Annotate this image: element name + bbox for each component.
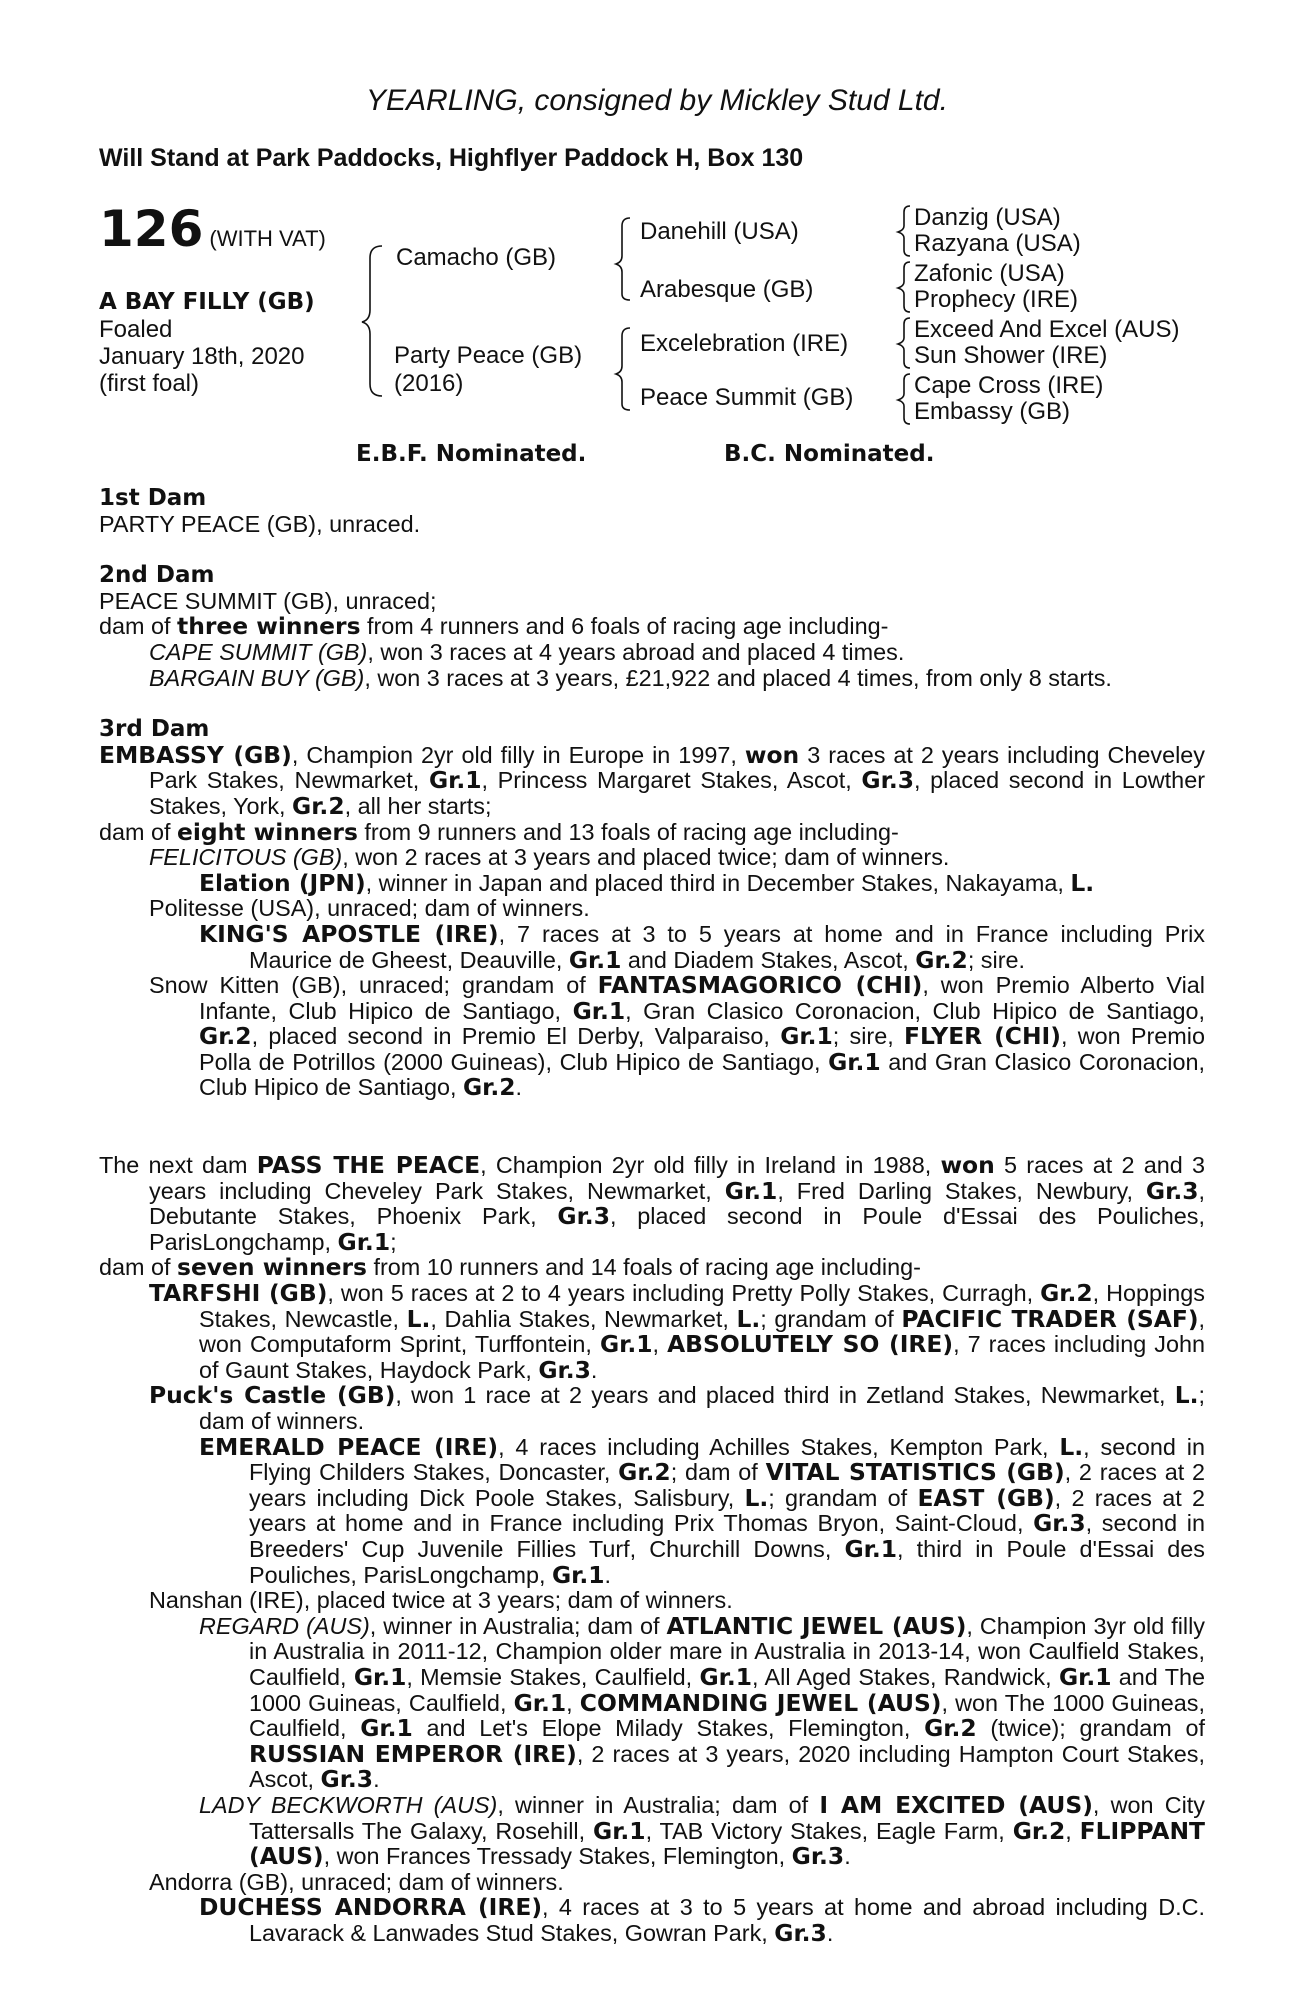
ancestor-sun-shower: Sun Shower (IRE) xyxy=(914,342,1108,369)
second-dam-heading: 2nd Dam xyxy=(99,562,215,589)
bold-run: FANTASMAGORICO (CHI) xyxy=(597,971,923,1000)
text-run: , xyxy=(1065,1817,1080,1844)
sire-name: Camacho (GB) xyxy=(396,244,557,271)
embassy-produce-line xyxy=(99,817,1205,846)
bold-run: PASS THE PEACE xyxy=(256,1151,481,1180)
text-run: , 7 races including John of Gaunt Stakes, Haydock Park, xyxy=(199,1331,1205,1383)
third-dam-heading: 3rd Dam xyxy=(99,716,210,743)
text-run: , Dahlia Stakes, Newmarket, xyxy=(430,1305,737,1332)
text-run: , second in Flying Childers Stakes, Doncaster, xyxy=(249,1433,1205,1486)
text-run: dam of xyxy=(99,1254,178,1281)
bracket-arabesque xyxy=(898,262,910,312)
bold-run: I AM EXCITED (AUS) xyxy=(819,1790,1093,1819)
bold-run: Gr.3 xyxy=(791,1842,845,1871)
sire-sire: Danehill (USA) xyxy=(640,218,799,245)
text-run: , Champion 2yr old filly in Ireland in 1988, xyxy=(480,1152,941,1179)
bold-run: DUCHESS ANDORRA (IRE) xyxy=(199,1893,543,1922)
text-run: , winner in Australia; dam of xyxy=(497,1791,820,1818)
bracket-sire-dam xyxy=(362,246,382,396)
text-run: and Let's Elope Milady Stakes, Flemington, xyxy=(412,1715,925,1742)
text-run: . xyxy=(515,1074,523,1101)
text-run: , winner in Australia; dam of xyxy=(369,1612,667,1639)
bold-run: Gr.3 xyxy=(774,1918,827,1947)
text-run: ; grandam of xyxy=(768,1484,918,1511)
bold-run: Gr.3 xyxy=(861,766,914,795)
produce-pucks-castle xyxy=(99,1383,1205,1434)
produce-nanshan xyxy=(99,1588,1205,1614)
bc-nominated: B.C. Nominated. xyxy=(724,441,935,467)
second-dam-section xyxy=(99,563,1205,691)
bold-run: L. xyxy=(1059,1432,1084,1461)
text-run: , 2 races at 2 years including Dick Poole Stakes, Salisbury, xyxy=(249,1459,1205,1511)
second-dam-produce-line: dam of three winners from 4 runners and 6 foals of racing age including- xyxy=(99,612,889,641)
bold-run: Gr.1 xyxy=(593,1816,646,1845)
text-run: , 7 races at 3 to 5 years at home and in France including Prix Maurice de Gheest, Deauville, xyxy=(249,920,1205,973)
bold-run: Gr.2 xyxy=(292,791,345,820)
bold-run: Gr.1 xyxy=(360,1714,413,1743)
bold-run: Gr.1 xyxy=(551,1560,605,1589)
bold-run: Gr.2 xyxy=(199,1022,252,1051)
text-run: and Diadem Stakes, Ascot, xyxy=(621,946,916,973)
text-run: , 4 races at 3 to 5 years at home and abroad including D.C. Lavarack & Lanwades Stud Stakes, Gowran Park, xyxy=(249,1894,1205,1946)
text-run: , winner in Japan and placed third in December Stakes, Nakayama, xyxy=(365,869,1071,896)
text-run: , won Computaform Sprint, Turffontein, xyxy=(199,1305,1206,1358)
produce-politesse xyxy=(99,896,1205,922)
text-run: ; dam of winners. xyxy=(199,1382,1206,1434)
text-run: dam of xyxy=(99,818,178,845)
text-run: , won Premio Alberto Vial Infante, Club Hipico de Santiago, xyxy=(199,972,1205,1024)
text-run: , won Frances Tressady Stakes, Flemington, xyxy=(323,1843,792,1870)
produce-emerald-peace xyxy=(99,1432,1206,1589)
ancestor-zafonic: Zafonic (USA) xyxy=(914,260,1065,287)
text-run: , TAB Victory Stakes, Eagle Farm, xyxy=(645,1817,1013,1844)
text-run: , won 5 races at 2 to 4 years including Pretty Polly Stakes, Curragh, xyxy=(327,1280,1041,1307)
pass-the-peace-entry xyxy=(99,1153,1205,1255)
text-run: ; grandam of xyxy=(760,1305,902,1332)
text-run: , won The 1000 Guineas, Caulfield, xyxy=(249,1689,1205,1742)
text-run: . xyxy=(590,1356,598,1383)
text-run: , Fred Darling Stakes, Newbury, xyxy=(777,1177,1146,1204)
text-run: . xyxy=(604,1561,612,1588)
lot-title: A BAY FILLY (GB) xyxy=(99,289,315,315)
text-run: 5 races at 2 and 3 years including Cheveley Park Stakes, Newmarket, xyxy=(149,1152,1206,1204)
bold-run: Gr.1 xyxy=(828,1047,881,1076)
third-dam-section xyxy=(99,717,1205,1101)
text-run: , won 1 race at 2 years and placed third in Zetland Stakes, Newmarket, xyxy=(395,1382,1175,1409)
text-run: , placed second in Poule d'Essai des Pouliches, ParisLongchamp, xyxy=(149,1203,1205,1255)
ebf-nominated: E.B.F. Nominated. xyxy=(356,441,587,467)
text-run: , placed second in Lowther Stakes, York, xyxy=(149,767,1205,819)
ancestor-prophecy: Prophecy (IRE) xyxy=(914,286,1079,313)
bold-run: Gr.1 xyxy=(568,945,622,974)
dam-year: (2016) xyxy=(394,370,464,397)
embassy-entry xyxy=(99,740,1205,820)
bold-run: Gr.1 xyxy=(337,1227,391,1256)
produce-felicitous xyxy=(99,845,1205,871)
bold-run: won xyxy=(940,1151,995,1180)
produce-elation xyxy=(99,868,1205,897)
foaled-date: January 18th, 2020 xyxy=(99,343,305,370)
italic-run: LADY BECKWORTH (AUS) xyxy=(199,1791,498,1818)
bold-run: Gr.1 xyxy=(428,766,482,795)
ancestor-razyana: Razyana (USA) xyxy=(914,230,1081,257)
text-run: , won 2 races at 3 years and placed twice; dam of winners. xyxy=(342,844,950,871)
text-run: ; dam of xyxy=(670,1459,766,1486)
text-run: , won Premio Polla de Potrillos (2000 Guineas), Club Hipico de Santiago, xyxy=(199,1023,1205,1075)
bold-run: Gr.3 xyxy=(320,1765,374,1794)
bold-run: Gr.1 xyxy=(699,1662,753,1691)
bold-run: Puck's Castle (GB) xyxy=(149,1381,396,1410)
bold-run: L. xyxy=(1070,868,1095,897)
dam-sire: Excelebration (IRE) xyxy=(640,330,849,357)
foal-note: (first foal) xyxy=(99,370,200,397)
bracket-sire xyxy=(616,218,630,300)
bold-run: EMERALD PEACE (IRE) xyxy=(199,1432,499,1461)
text-run: , Hoppings Stakes, Newcastle, xyxy=(199,1280,1205,1332)
dam-name: Party Peace (GB) xyxy=(394,342,583,369)
text-run: , second in Breeders' Cup Juvenile Fillies Turf, Churchill Downs, xyxy=(249,1510,1205,1562)
bold-run: Gr.2 xyxy=(924,1714,977,1743)
first-dam-text: PARTY PEACE (GB), unraced. xyxy=(99,510,421,537)
produce-duchess-andorra xyxy=(99,1895,1205,1946)
first-dam-section xyxy=(99,486,1205,537)
bold-run: L. xyxy=(1174,1381,1199,1410)
text-run: , won City Tattersalls The Galaxy, Rosehill, xyxy=(249,1791,1205,1844)
bracket-excelebration xyxy=(898,318,910,368)
produce-cape-summit: CAPE SUMMIT (GB), won 3 races at 4 years abroad and placed 4 times. xyxy=(149,638,905,665)
text-run: ; sire. xyxy=(967,946,1025,973)
bold-run: Gr.1 xyxy=(353,1662,407,1691)
text-run: . xyxy=(373,1766,380,1793)
bold-run: VITAL STATISTICS (GB) xyxy=(765,1458,1065,1487)
text-run: , Princess Margaret Stakes, Ascot, xyxy=(481,767,862,794)
bold-run: Gr.2 xyxy=(1040,1279,1093,1308)
text-run: The next dam xyxy=(99,1152,257,1179)
text-run: 3 races at 2 years including Cheveley Park Stakes, Newmarket, xyxy=(149,741,1205,794)
bold-run: Gr.3 xyxy=(538,1355,591,1384)
text-run: and Gran Clasico Coronacion, Club Hipico de Santiago, xyxy=(199,1048,1205,1101)
bold-run: EAST (GB) xyxy=(917,1483,1055,1512)
ancestor-danzig: Danzig (USA) xyxy=(914,204,1061,231)
text-run: , Champion 3yr old filly in Australia in 2011-12, Champion older mare in Australia in 2013-14, won Caulfield Stakes, Caulfield, xyxy=(249,1612,1205,1690)
bold-run: Elation (JPN) xyxy=(199,868,366,897)
text-run: from 10 runners and 14 foals of racing age including- xyxy=(366,1254,921,1281)
bold-run: L. xyxy=(406,1304,431,1333)
sire-dam: Arabesque (GB) xyxy=(640,276,814,303)
ancestor-cape-cross: Cape Cross (IRE) xyxy=(914,372,1104,399)
text-run: , third in Poule d'Essai des Pouliches, ParisLongchamp, xyxy=(249,1535,1205,1588)
bold-run: Gr.1 xyxy=(724,1176,778,1205)
bold-run: Gr.1 xyxy=(1058,1662,1112,1691)
text-run: ; sire, xyxy=(832,1023,905,1050)
bold-run: Gr.2 xyxy=(915,945,968,974)
text-run: (twice); grandam of xyxy=(976,1715,1205,1742)
text-run: , 2 races at 3 years, 2020 including Hampton Court Stakes, Ascot, xyxy=(249,1740,1205,1793)
text-run: , xyxy=(566,1689,580,1716)
vat-note: (WITH VAT) xyxy=(209,226,326,251)
bold-run: Gr.1 xyxy=(780,1022,833,1051)
second-dam-line: PEACE SUMMIT (GB), unraced; xyxy=(99,587,437,614)
lot-number: 126 xyxy=(99,200,204,258)
bold-run: EMBASSY (GB) xyxy=(99,740,292,769)
bracket-dam xyxy=(616,328,630,410)
bold-run: Gr.3 xyxy=(1145,1176,1199,1205)
bold-run: Gr.2 xyxy=(462,1073,516,1102)
bold-run: FLIPPANT (AUS) xyxy=(249,1816,1205,1871)
bold-run: eight winners xyxy=(177,817,358,846)
text-run: , All Aged Stakes, Randwick, xyxy=(752,1663,1059,1690)
bold-run: L. xyxy=(744,1483,769,1512)
bold-run: TARFSHI (GB) xyxy=(149,1279,328,1308)
bold-run: COMMANDING JEWEL (AUS) xyxy=(579,1688,942,1717)
bold-run: won xyxy=(744,740,800,769)
text-run: , 4 races including Achilles Stakes, Kempton Park, xyxy=(498,1433,1060,1460)
bold-run: L. xyxy=(736,1304,761,1333)
bold-run: Gr.2 xyxy=(1012,1816,1066,1845)
bold-run: Gr.1 xyxy=(844,1534,898,1563)
text-run: and The 1000 Guineas, Caulfield, xyxy=(249,1663,1205,1716)
produce-snow-kitten xyxy=(99,973,1205,1101)
text-run: . xyxy=(844,1843,851,1870)
text-run: ; xyxy=(390,1228,397,1255)
bold-run: FLYER (CHI) xyxy=(904,1022,1061,1051)
text-run: , Memsie Stakes, Caulfield, xyxy=(406,1663,700,1690)
produce-tarfshi xyxy=(99,1281,1205,1383)
produce-regard xyxy=(99,1611,1205,1794)
bold-run: ATLANTIC JEWEL (AUS) xyxy=(666,1611,967,1640)
produce-bargain-buy: BARGAIN BUY (GB), won 3 races at 3 years, £21,922 and placed 4 times, from only 8 starts. xyxy=(149,664,1112,691)
text-run: , 2 races at 2 years at home and in France including Prix Thomas Bryon, Saint-Cloud, xyxy=(249,1484,1206,1537)
next-dam-section xyxy=(99,1153,1205,1946)
text-run: , Champion 2yr old filly in Europe in 1997, xyxy=(291,741,745,768)
produce-kings-apostle xyxy=(99,919,1205,974)
text-run: Politesse (USA), unraced; dam of winners. xyxy=(149,895,590,922)
text-run: Nanshan (IRE), placed twice at 3 years; dam of winners. xyxy=(149,1587,733,1614)
text-run: Snow Kitten (GB), unraced; grandam of xyxy=(149,972,598,999)
foaled-label: Foaled xyxy=(99,316,173,343)
bracket-danehill xyxy=(898,206,910,256)
bold-run: ABSOLUTELY SO (IRE) xyxy=(667,1330,954,1359)
text-run: from 9 runners and 13 foals of racing age including- xyxy=(357,818,899,845)
bold-run: KING'S APOSTLE (IRE) xyxy=(199,919,499,948)
bracket-peace-summit xyxy=(898,374,910,424)
bold-run: RUSSIAN EMPEROR (IRE) xyxy=(249,1739,577,1768)
stand-location: Will Stand at Park Paddocks, Highflyer Paddock H, Box 130 xyxy=(99,144,804,172)
bold-run: Gr.1 xyxy=(599,1330,653,1359)
bold-run: Gr.1 xyxy=(513,1688,567,1717)
italic-run: FELICITOUS (GB) xyxy=(149,844,343,871)
text-run: , all her starts; xyxy=(344,792,492,819)
text-run: Andorra (GB), unraced; dam of winners. xyxy=(149,1868,564,1895)
bold-run: PACIFIC TRADER (SAF) xyxy=(901,1304,1199,1333)
bold-run: seven winners xyxy=(177,1253,367,1282)
text-run: , Gran Clasico Coronacion, Club Hipico de Santiago, xyxy=(625,997,1205,1024)
bold-run: Gr.3 xyxy=(557,1202,610,1231)
text-run: , xyxy=(652,1331,668,1358)
produce-lady-beckworth xyxy=(99,1790,1205,1871)
consignment-line: YEARLING, consigned by Mickley Stud Ltd. xyxy=(366,84,948,117)
dam-dam: Peace Summit (GB) xyxy=(640,384,854,411)
bold-run: Gr.1 xyxy=(572,996,626,1025)
ancestor-embassy: Embassy (GB) xyxy=(914,398,1071,425)
pass-the-peace-produce-line xyxy=(99,1255,1205,1281)
text-run: . xyxy=(826,1919,834,1946)
text-run: , Debutante Stakes, Phoenix Park, xyxy=(149,1177,1205,1230)
ancestor-exceed-and-excel: Exceed And Excel (AUS) xyxy=(914,316,1180,343)
text-run: , placed second in Premio El Derby, Valparaiso, xyxy=(251,1023,781,1050)
pedigree-body xyxy=(99,486,1205,1946)
bold-run: Gr.2 xyxy=(618,1458,671,1487)
italic-run: REGARD (AUS) xyxy=(199,1612,370,1639)
produce-andorra xyxy=(99,1870,1205,1896)
bold-run: Gr.3 xyxy=(1033,1509,1086,1538)
first-dam-heading: 1st Dam xyxy=(99,485,207,511)
